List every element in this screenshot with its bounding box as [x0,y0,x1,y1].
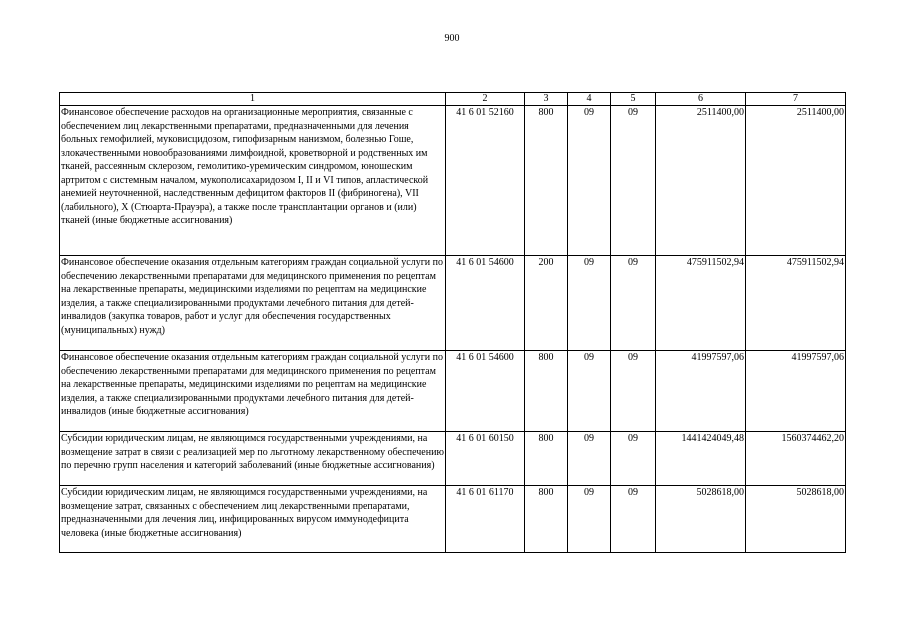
table-row [60,106,846,256]
row-description: Финансовое обеспечение оказания отдельным категориям граждан социальной услуги по обеспечению лекарственными препаратами для медицинского применения по рецептам на лекарственные препараты, медицинскими изделиями по рецептам на медицинские изделия, а также специализированными продуктами лечебного питания для детей-инвалидов (закупка товаров, работ и услуг для обеспечения государственных (муниципальных) нужд) [60,256,446,351]
row-amount-1: 1441424049,48 [656,432,746,486]
header-col-5: 5 [611,93,656,106]
row-expense-type: 800 [525,351,568,432]
row-amount-1: 475911502,94 [656,256,746,351]
header-col-6: 6 [656,93,746,106]
row-subsection: 09 [611,256,656,351]
row-amount-2: 475911502,94 [746,256,846,351]
row-expense-type: 800 [525,486,568,553]
row-description: Субсидии юридическим лицам, не являющимся государственными учреждениями, на возмещение затрат в связи с реализацией мер по льготному лекарственному обеспечению по перечню групп населения и категорий заболеваний (иные бюджетные ассигнования) [60,432,446,486]
page-number: 900 [444,33,460,44]
row-amount-1: 5028618,00 [656,486,746,553]
row-description: Финансовое обеспечение расходов на организационные мероприятия, связанные с обеспечением лиц лекарственными препаратами, предназначенными для лечения больных гемофилией, муковисцидозом, гипофизарным нанизмом, болезнью Гоше, злокачественными новообразованиями лимфоидной, кроветворной и родственных им тканей, рассеянным склерозом, гемолитико-уремическим синдромом, юношеским артритом с системным началом, мукополисахаридозом I, II и VI типов, апластической анемией неуточненной, наследственным дефицитом факторов II (фибриногена), VII (лабильного), X (Стюарта-Прауэра), а также после трансплантации органов и (или) тканей (иные бюджетные ассигнования) [60,106,446,256]
row-target-code: 41 6 01 60150 [446,432,525,486]
table-row [60,486,846,553]
row-description: Субсидии юридическим лицам, не являющимся государственными учреждениями, на возмещение затрат, связанных с обеспечением лиц лекарственными препаратами, предназначенными для лечения лиц, инфицированных вирусом иммунодефицита человека (иные бюджетные ассигнования) [60,486,446,553]
row-target-code: 41 6 01 54600 [446,351,525,432]
row-target-code: 41 6 01 54600 [446,256,525,351]
header-col-2: 2 [446,93,525,106]
row-amount-1: 2511400,00 [656,106,746,256]
header-col-3: 3 [525,93,568,106]
row-description: Финансовое обеспечение оказания отдельным категориям граждан социальной услуги по обеспечению лекарственными препаратами для медицинского применения по рецептам на лекарственные препараты, медицинскими изделиями по рецептам на медицинские изделия, а также специализированными продуктами лечебного питания для детей-инвалидов (иные бюджетные ассигнования) [60,351,446,432]
header-row [60,93,846,106]
table-row [60,256,846,351]
row-target-code: 41 6 01 61170 [446,486,525,553]
row-expense-type: 800 [525,106,568,256]
row-amount-2: 5028618,00 [746,486,846,553]
table-row [60,351,846,432]
row-amount-2: 2511400,00 [746,106,846,256]
header-col-7: 7 [746,93,846,106]
row-section: 09 [568,351,611,432]
row-subsection: 09 [611,106,656,256]
row-expense-type: 200 [525,256,568,351]
row-subsection: 09 [611,486,656,553]
row-amount-2: 41997597,06 [746,351,846,432]
row-section: 09 [568,106,611,256]
row-subsection: 09 [611,351,656,432]
table-row [60,432,846,486]
row-section: 09 [568,256,611,351]
row-target-code: 41 6 01 52160 [446,106,525,256]
row-amount-1: 41997597,06 [656,351,746,432]
row-amount-2: 1560374462,20 [746,432,846,486]
row-section: 09 [568,432,611,486]
row-subsection: 09 [611,432,656,486]
row-expense-type: 800 [525,432,568,486]
row-section: 09 [568,486,611,553]
header-col-4: 4 [568,93,611,106]
header-col-1: 1 [60,93,446,106]
budget-table [59,92,846,553]
